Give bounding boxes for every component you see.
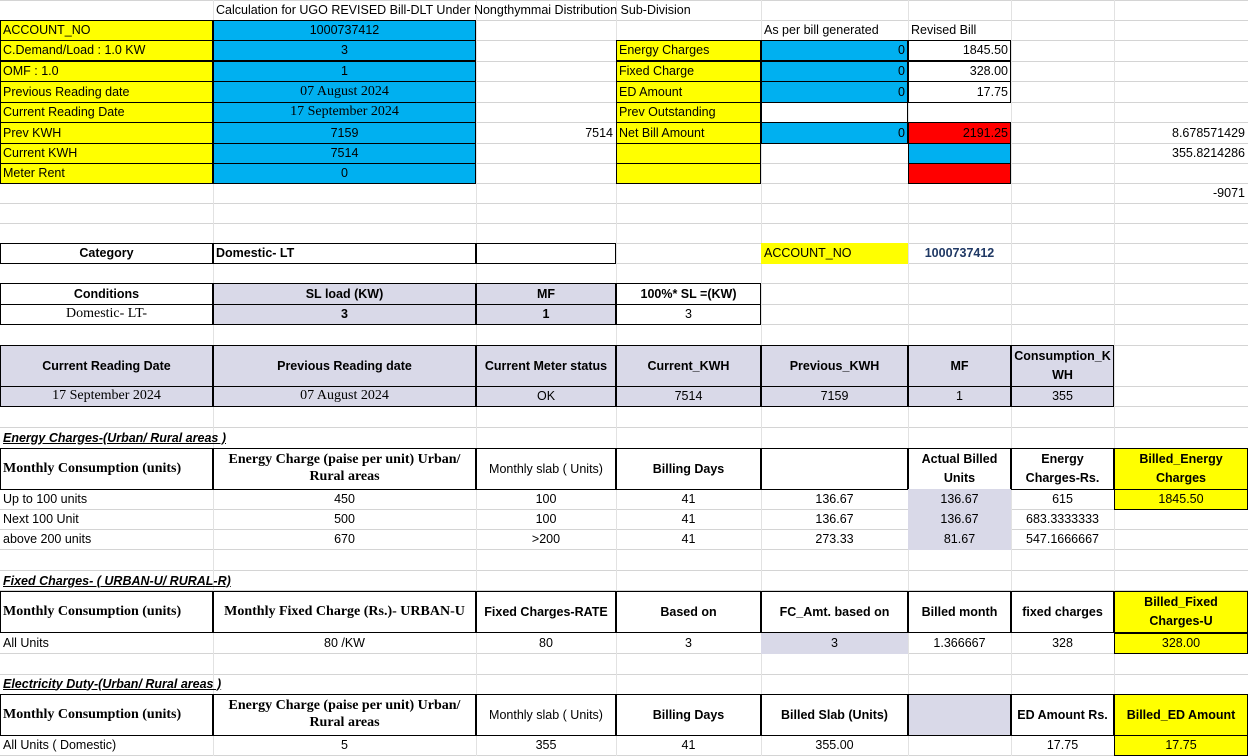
fixed-row-rate[interactable]: 80 bbox=[539, 636, 553, 650]
blank-yellow-cell[interactable] bbox=[616, 163, 761, 184]
value-account-no[interactable]: 1000737412 bbox=[213, 20, 476, 41]
duty-header-slab[interactable]: Monthly slab ( Units) bbox=[476, 694, 616, 736]
energy-row-3-units[interactable]: 273.33 bbox=[815, 532, 854, 546]
readings-consumption[interactable]: 355 bbox=[1011, 386, 1114, 407]
energy-header-slab[interactable]: Monthly slab ( Units) bbox=[476, 448, 616, 490]
label-energy-charges[interactable]: Energy Charges bbox=[616, 40, 761, 61]
value-meter-rent[interactable]: 0 bbox=[213, 163, 476, 184]
duty-header-ed-amount[interactable]: ED Amount Rs. bbox=[1011, 694, 1114, 736]
value-current-reading-date[interactable]: 17 September 2024 bbox=[213, 102, 476, 123]
value-prev-kwh[interactable]: 7159 bbox=[213, 122, 476, 144]
duty-row-label[interactable]: All Units ( Domestic) bbox=[3, 738, 117, 752]
readings-previous-kwh[interactable]: 7159 bbox=[761, 386, 908, 407]
energy-header-rate[interactable]: Energy Charge (paise per unit) Urban/ Rural areas bbox=[213, 448, 476, 490]
duty-row-billed-slab[interactable]: 355.00 bbox=[815, 738, 854, 752]
label-demand-load[interactable]: C.Demand/Load : 1.0 KW bbox=[0, 40, 213, 61]
energy-row-1-slab[interactable]: 100 bbox=[535, 492, 557, 506]
label-account-no[interactable]: ACCOUNT_NO bbox=[0, 20, 213, 41]
label-omf[interactable]: OMF : 1.0 bbox=[0, 61, 213, 82]
fixed-header-consumption[interactable]: Monthly Consumption (units) bbox=[0, 591, 213, 633]
readings-header-previous-date[interactable]: Previous Reading date bbox=[213, 345, 476, 387]
fixed-section-title: Fixed Charges- ( URBAN-U/ RURAL-R) bbox=[3, 573, 231, 588]
label-current-kwh[interactable]: Current KWH bbox=[0, 143, 213, 164]
duty-header-billed-slab[interactable]: Billed Slab (Units) bbox=[761, 694, 908, 736]
prev-kwh-side-value[interactable]: 7514 bbox=[585, 125, 613, 140]
label-previous-reading-date[interactable]: Previous Reading date bbox=[0, 81, 213, 103]
category-label[interactable]: Category bbox=[0, 243, 213, 264]
duty-section-title: Electricity Duty-(Urban/ Rural areas ) bbox=[3, 676, 222, 691]
energy-header-actual-units[interactable]: Actual Billed Units bbox=[908, 448, 1011, 490]
fixed-header-fixed-charges[interactable]: fixed charges bbox=[1011, 591, 1114, 633]
energy-row-3-slab[interactable]: >200 bbox=[531, 532, 561, 546]
fixed-header-billed[interactable]: Billed_Fixed Charges-U bbox=[1114, 591, 1248, 633]
energy-header-consumption[interactable]: Monthly Consumption (units) bbox=[0, 448, 213, 490]
duty-row-slab[interactable]: 355 bbox=[535, 738, 557, 752]
conditions-mf-header[interactable]: MF bbox=[476, 283, 616, 305]
energy-header-billed[interactable]: Billed_Energy Charges bbox=[1114, 448, 1248, 490]
side-value-3[interactable]: -9071 bbox=[1213, 186, 1245, 200]
category-account-label[interactable]: ACCOUNT_NO bbox=[761, 243, 908, 264]
label-meter-rent[interactable]: Meter Rent bbox=[0, 163, 213, 184]
energy-row-1-days[interactable]: 41 bbox=[681, 492, 696, 506]
energy-header-blank[interactable] bbox=[761, 448, 908, 490]
fixed-header-based-on[interactable]: Based on bbox=[616, 591, 761, 633]
readings-meter-status[interactable]: OK bbox=[476, 386, 616, 407]
value-demand-load[interactable]: 3 bbox=[213, 40, 476, 61]
energy-row-1-rate[interactable]: 450 bbox=[334, 492, 355, 506]
as-per-bill-header: As per bill generated bbox=[764, 22, 879, 37]
label-ed-amount[interactable]: ED Amount bbox=[616, 81, 761, 103]
conditions-category[interactable]: Domestic- LT- bbox=[0, 304, 213, 325]
readings-header-current-date[interactable]: Current Reading Date bbox=[0, 345, 213, 387]
conditions-mf[interactable]: 1 bbox=[476, 304, 616, 325]
readings-current-date[interactable]: 17 September 2024 bbox=[0, 386, 213, 407]
energy-row-2-slab[interactable]: 100 bbox=[535, 512, 557, 526]
duty-row-ed-amount[interactable]: 17.75 bbox=[1046, 738, 1079, 752]
readings-header-previous-kwh[interactable]: Previous_KWH bbox=[761, 345, 908, 387]
energy-row-2-units[interactable]: 136.67 bbox=[815, 512, 854, 526]
duty-header-billing-days[interactable]: Billing Days bbox=[616, 694, 761, 736]
readings-header-meter-status[interactable]: Current Meter status bbox=[476, 345, 616, 387]
category-blank[interactable] bbox=[476, 243, 616, 264]
fixed-row-based-on[interactable]: 3 bbox=[685, 636, 692, 650]
energy-row-1-charges[interactable]: 615 bbox=[1052, 492, 1073, 506]
value-current-kwh[interactable]: 7514 bbox=[213, 143, 476, 164]
energy-section-title: Energy Charges-(Urban/ Rural areas ) bbox=[3, 430, 226, 445]
fixed-row-fixed-charges[interactable]: 328 bbox=[1052, 636, 1073, 650]
duty-row-days[interactable]: 41 bbox=[681, 738, 696, 752]
label-prev-kwh[interactable]: Prev KWH bbox=[0, 122, 213, 144]
duty-header-blank[interactable] bbox=[908, 694, 1011, 736]
duty-row-rate[interactable]: 5 bbox=[341, 738, 348, 752]
duty-header-rate[interactable]: Energy Charge (paise per unit) Urban/ Rural areas bbox=[213, 694, 476, 736]
sheet-title: Calculation for UGO REVISED Bill-DLT Under Nongthymmai Distribution Sub-Division bbox=[216, 2, 691, 17]
energy-row-2-charges[interactable]: 683.3333333 bbox=[1026, 512, 1099, 526]
energy-row-2-billed[interactable] bbox=[1114, 509, 1248, 530]
energy-row-3-charges[interactable]: 547.1666667 bbox=[1026, 532, 1099, 546]
revised-fixed-charge[interactable]: 328.00 bbox=[908, 61, 1011, 82]
energy-header-charges-rs[interactable]: Energy Charges-Rs. bbox=[1011, 448, 1114, 490]
energy-row-3-label[interactable]: above 200 units bbox=[3, 532, 92, 546]
duty-billed-total[interactable]: 17.75 bbox=[1114, 735, 1248, 756]
blank-red-cell[interactable] bbox=[908, 163, 1011, 184]
energy-row-2-rate[interactable]: 500 bbox=[334, 512, 355, 526]
readings-previous-date[interactable]: 07 August 2024 bbox=[213, 386, 476, 407]
fixed-header-billed-month[interactable]: Billed month bbox=[908, 591, 1011, 633]
duty-header-billed[interactable]: Billed_ED Amount bbox=[1114, 694, 1248, 736]
conditions-sl-kw[interactable]: 3 bbox=[616, 304, 761, 325]
conditions-header[interactable]: Conditions bbox=[0, 283, 213, 305]
readings-header-current-kwh[interactable]: Current_KWH bbox=[616, 345, 761, 387]
generated-fixed-charge[interactable]: 0 bbox=[761, 61, 908, 82]
fixed-header-monthly[interactable]: Monthly Fixed Charge (Rs.)- URBAN-U bbox=[213, 591, 476, 633]
fixed-row-label[interactable]: All Units bbox=[3, 636, 49, 650]
fixed-row-billed-month[interactable]: 1.366667 bbox=[933, 636, 986, 650]
fixed-header-fc-amt[interactable]: FC_Amt. based on bbox=[761, 591, 908, 633]
energy-row-3-billed[interactable] bbox=[1114, 529, 1248, 550]
energy-header-billing-days[interactable]: Billing Days bbox=[616, 448, 761, 490]
category-account-value[interactable]: 1000737412 bbox=[924, 246, 995, 260]
revised-ed-amount[interactable]: 17.75 bbox=[908, 81, 1011, 103]
generated-ed-amount[interactable]: 0 bbox=[761, 81, 908, 103]
energy-row-3-days[interactable]: 41 bbox=[681, 532, 696, 546]
readings-mf[interactable]: 1 bbox=[908, 386, 1011, 407]
duty-row-blank[interactable] bbox=[908, 735, 1011, 756]
generated-net-bill-amount[interactable]: 0 bbox=[761, 122, 908, 144]
value-omf[interactable]: 1 bbox=[213, 61, 476, 82]
conditions-sl-load[interactable]: 3 bbox=[213, 304, 476, 325]
blank-blue-cell[interactable] bbox=[908, 143, 1011, 164]
energy-row-2-label[interactable]: Next 100 Unit bbox=[3, 512, 79, 526]
fixed-row-fc-amt[interactable]: 3 bbox=[761, 633, 908, 654]
revised-net-bill-amount[interactable]: 2191.25 bbox=[908, 122, 1011, 144]
generated-energy-charges[interactable]: 0 bbox=[761, 40, 908, 61]
fixed-billed-total[interactable]: 328.00 bbox=[1114, 633, 1248, 654]
label-fixed-charge[interactable]: Fixed Charge bbox=[616, 61, 761, 82]
side-value-1[interactable]: 8.678571429 bbox=[1172, 125, 1245, 140]
energy-row-3-rate[interactable]: 670 bbox=[334, 532, 355, 546]
energy-row-2-days[interactable]: 41 bbox=[681, 512, 696, 526]
label-prev-outstanding[interactable]: Prev Outstanding bbox=[616, 102, 761, 123]
fixed-header-rate[interactable]: Fixed Charges-RATE bbox=[476, 591, 616, 633]
category-value[interactable]: Domestic- LT bbox=[213, 243, 476, 264]
duty-header-consumption[interactable]: Monthly Consumption (units) bbox=[0, 694, 213, 736]
readings-header-consumption[interactable]: Consumption_KWH bbox=[1011, 345, 1114, 387]
readings-header-mf[interactable]: MF bbox=[908, 345, 1011, 387]
energy-billed-total[interactable]: 1845.50 bbox=[1114, 489, 1248, 510]
side-value-2[interactable]: 355.8214286 bbox=[1172, 146, 1245, 160]
sl-load-header[interactable]: SL load (KW) bbox=[213, 283, 476, 305]
revised-energy-charges[interactable]: 1845.50 bbox=[908, 40, 1011, 61]
energy-row-1-actual[interactable]: 136.67 bbox=[908, 489, 1011, 510]
energy-row-2-actual[interactable]: 136.67 bbox=[908, 509, 1011, 530]
blank-yellow-cell[interactable] bbox=[616, 143, 761, 164]
label-net-bill-amount[interactable]: Net Bill Amount bbox=[616, 122, 761, 144]
generated-prev-outstanding[interactable] bbox=[761, 102, 908, 123]
value-previous-reading-date[interactable]: 07 August 2024 bbox=[213, 81, 476, 103]
sl-percent-header[interactable]: 100%* SL =(KW) bbox=[616, 283, 761, 305]
label-current-reading-date[interactable]: Current Reading Date bbox=[0, 102, 213, 123]
energy-row-3-actual[interactable]: 81.67 bbox=[908, 529, 1011, 550]
energy-row-1-units[interactable]: 136.67 bbox=[815, 492, 854, 506]
revised-bill-header: Revised Bill bbox=[911, 22, 977, 37]
energy-row-1-label[interactable]: Up to 100 units bbox=[3, 492, 88, 506]
revised-prev-outstanding[interactable] bbox=[908, 102, 1011, 123]
readings-current-kwh[interactable]: 7514 bbox=[616, 386, 761, 407]
fixed-row-monthly[interactable]: 80 /KW bbox=[324, 636, 365, 650]
